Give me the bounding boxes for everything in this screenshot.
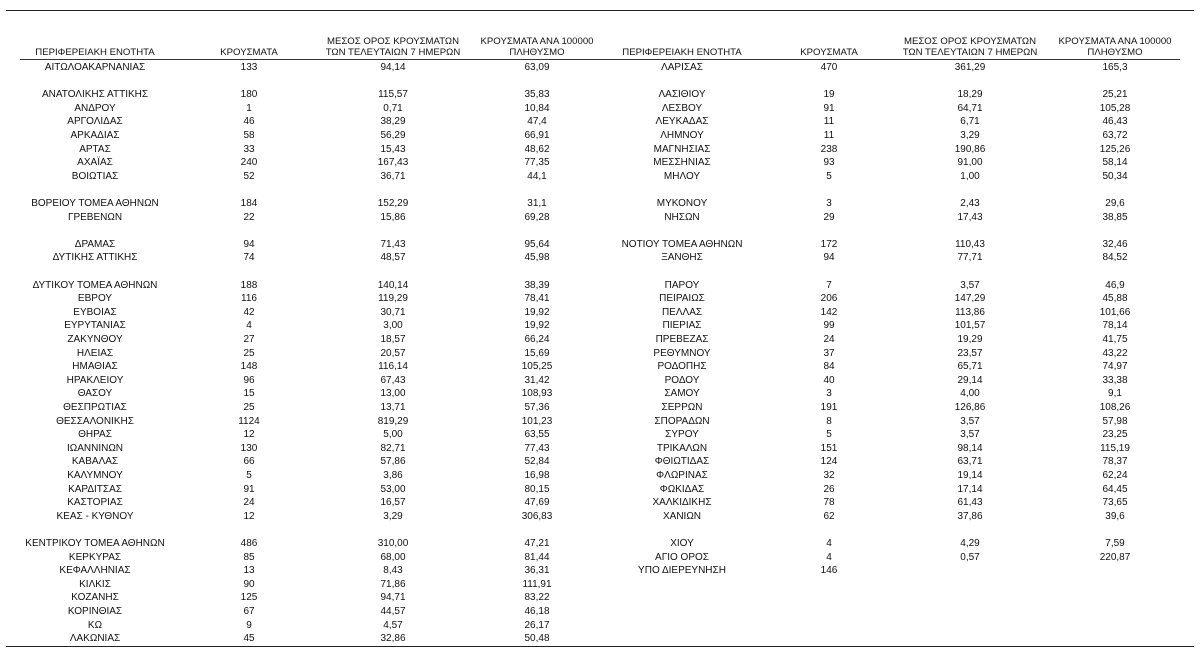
left-avg7-cell: 310,00 (377, 538, 409, 549)
left-cases-cell: 52 (243, 170, 255, 182)
right-per100k-cell: 64,45 (1102, 483, 1128, 495)
right-avg7-cell: 3,29 (960, 130, 980, 141)
left-per100k-cell: 63,55 (524, 429, 550, 441)
right-per100k-cell: 78,37 (1102, 456, 1128, 468)
right-region-cell: ΑΓΙΟ ΟΡΟΣ (655, 551, 709, 563)
left-per100k-cell: 47,69 (524, 497, 550, 509)
right-avg7-cell: 61,43 (957, 497, 983, 509)
right-per100k-cell: 33,38 (1102, 374, 1128, 386)
left-region-cell: ΑΝΑΤΟΛΙΚΗΣ ΑΤΤΙΚΗΣ (41, 89, 149, 101)
header-per100k-right-2: ΠΛΗΘΥΣΜΟ (1087, 47, 1143, 58)
right-cases-cell: 470 (820, 62, 838, 73)
left-per100k-cell: 47,4 (527, 116, 547, 128)
right-cases-cell: 26 (823, 483, 835, 495)
left-per100k-cell: 35,83 (524, 89, 550, 101)
left-region-cell: ΘΕΣΠΡΩΤΙΑΣ (63, 402, 127, 413)
right-avg7-cell: 101,57 (954, 320, 986, 332)
left-per100k-cell: 10,84 (524, 102, 550, 114)
left-per100k-cell: 48,62 (524, 143, 550, 155)
left-cases-cell: 130 (240, 442, 258, 454)
left-avg7-cell: 3,00 (383, 320, 403, 332)
header-per100k-left-1: ΚΡΟΥΣΜΑΤΑ ΑΝΑ 100000 (480, 36, 594, 47)
header-avg7-right-2: ΤΩΝ ΤΕΛΕΥΤΑΙΩΝ 7 ΗΜΕΡΩΝ (902, 47, 1038, 58)
right-avg7-cell: 65,71 (957, 361, 983, 373)
right-per100k-cell: 39,6 (1105, 510, 1125, 522)
right-avg7-cell: 3,57 (960, 415, 980, 427)
right-region-cell: ΣΥΡΟΥ (665, 429, 699, 441)
left-per100k-cell: 44,1 (527, 170, 547, 182)
left-cases-cell: 133 (240, 62, 258, 73)
left-avg7-cell: 115,57 (378, 89, 408, 101)
right-per100k-cell: 57,98 (1102, 415, 1128, 427)
left-cases-cell: 22 (243, 211, 255, 223)
right-per100k-cell: 45,88 (1102, 293, 1128, 305)
right-cases-cell: 29 (823, 211, 835, 223)
left-region-cell: ΗΜΑΘΙΑΣ (72, 361, 118, 373)
right-cases-cell: 62 (823, 510, 835, 522)
right-avg7-cell: 2,43 (960, 198, 980, 209)
left-region-cell: ΔΥΤΙΚΗΣ ΑΤΤΙΚΗΣ (52, 252, 138, 264)
left-cases-cell: 91 (243, 483, 255, 495)
right-per100k-cell: 105,28 (1099, 102, 1131, 114)
left-cases-cell: 12 (243, 429, 255, 441)
left-per100k-cell: 19,92 (524, 320, 550, 332)
right-region-cell: ΡΟΔΟΠΗΣ (657, 361, 707, 373)
left-per100k-cell: 95,64 (524, 238, 550, 250)
left-per100k-cell: 101,23 (521, 415, 553, 427)
left-per100k-cell: 52,84 (524, 456, 550, 468)
left-region-cell: ΚΩ (87, 619, 103, 631)
left-avg7-cell: 140,14 (377, 279, 409, 291)
left-cases-cell: 240 (240, 157, 258, 169)
right-avg7-cell: 4,29 (960, 538, 980, 549)
right-region-cell: ΣΕΡΡΩΝ (661, 402, 703, 413)
right-per100k-cell: 78,14 (1102, 320, 1128, 332)
left-avg7-cell: 15,86 (380, 211, 406, 223)
header-avg7-right-1: ΜΕΣΟΣ ΟΡΟΣ ΚΡΟΥΣΜΑΤΩΝ (903, 36, 1037, 47)
right-region-cell: ΠΡΕΒΕΖΑΣ (655, 334, 709, 345)
left-region-cell: ΑΝΔΡΟΥ (74, 102, 116, 114)
right-region-cell: ΧΑΝΙΩΝ (662, 510, 702, 522)
right-per100k-cell: 63,72 (1102, 130, 1128, 141)
left-cases-cell: 45 (243, 633, 255, 645)
header-per100k-left-2: ΠΛΗΘΥΣΜΟ (509, 47, 565, 58)
right-avg7-cell: 3,57 (960, 429, 980, 441)
right-cases-cell: 151 (820, 442, 838, 454)
left-per100k-cell: 80,15 (524, 483, 550, 495)
right-per100k-cell: 73,65 (1102, 497, 1128, 509)
header-per100k-right-1: ΚΡΟΥΣΜΑΤΑ ΑΝΑ 100000 (1058, 36, 1172, 47)
right-region-cell: ΜΑΓΝΗΣΙΑΣ (653, 143, 711, 155)
left-region-cell: ΗΛΕΙΑΣ (76, 347, 114, 359)
left-per100k-cell: 26,17 (524, 619, 550, 631)
left-cases-cell: 46 (243, 116, 255, 128)
left-avg7-cell: 4,57 (383, 619, 403, 631)
left-cases-cell: 58 (243, 130, 255, 141)
left-per100k-cell: 31,1 (527, 198, 547, 209)
right-cases-cell: 11 (823, 130, 835, 141)
right-cases-cell: 99 (823, 320, 835, 332)
right-cases-cell: 24 (823, 334, 835, 345)
left-cases-cell: 67 (243, 606, 255, 617)
left-cases-cell: 90 (243, 578, 255, 590)
left-region-cell: ΚΕΡΚΥΡΑΣ (68, 551, 122, 563)
left-cases-cell: 4 (246, 320, 252, 332)
left-avg7-cell: 15,43 (380, 143, 406, 155)
right-per100k-cell: 115,19 (1100, 442, 1130, 454)
left-region-cell: ΘΗΡΑΣ (78, 429, 112, 441)
right-cases-cell: 206 (820, 293, 838, 305)
left-per100k-cell: 83,22 (524, 592, 550, 604)
left-per100k-cell: 105,25 (521, 361, 553, 373)
left-avg7-cell: 32,86 (380, 633, 406, 645)
right-cases-cell: 124 (820, 456, 838, 468)
left-per100k-cell: 77,35 (524, 157, 550, 169)
left-per100k-cell: 36,31 (524, 565, 550, 577)
left-region-cell: ΚΑΛΥΜΝΟΥ (67, 470, 123, 481)
left-per100k-cell: 45,98 (524, 252, 550, 264)
left-avg7-cell: 38,29 (380, 116, 406, 128)
left-region-cell: ΘΑΣΟΥ (77, 388, 113, 400)
left-region-cell: ΚΕΦΑΛΛΗΝΙΑΣ (59, 565, 131, 577)
right-cases-cell: 40 (823, 374, 835, 386)
right-region-cell: ΠΕΙΡΑΙΩΣ (659, 293, 705, 305)
header-region-right: ΠΕΡΙΦΕΡΕΙΑΚΗ ΕΝΟΤΗΤΑ (622, 47, 742, 58)
left-region-cell: ΒΟΙΩΤΙΑΣ (71, 170, 119, 182)
left-cases-cell: 5 (246, 470, 252, 481)
left-avg7-cell: 67,43 (380, 374, 406, 386)
right-region-cell: ΜΥΚΟΝΟΥ (656, 198, 708, 209)
right-region-cell: ΝΗΣΩΝ (664, 211, 700, 223)
left-cases-cell: 148 (240, 361, 258, 373)
right-avg7-cell: 19,14 (957, 470, 983, 481)
left-avg7-cell: 3,29 (383, 510, 403, 522)
left-avg7-cell: 16,57 (380, 497, 406, 509)
right-region-cell: ΦΩΚΙΔΑΣ (659, 483, 705, 495)
left-cases-cell: 74 (243, 252, 255, 264)
left-avg7-cell: 82,71 (380, 442, 406, 454)
header-avg7-left-2: ΤΩΝ ΤΕΛΕΥΤΑΙΩΝ 7 ΗΜΕΡΩΝ (325, 47, 461, 58)
right-cases-cell: 191 (820, 402, 838, 413)
left-region-cell: ΑΧΑΪΑΣ (77, 157, 113, 169)
left-cases-cell: 25 (243, 402, 255, 413)
left-per100k-cell: 69,28 (524, 211, 550, 223)
right-cases-cell: 4 (826, 538, 832, 549)
right-region-cell: ΦΛΩΡΙΝΑΣ (656, 470, 708, 481)
right-avg7-cell: 37,86 (957, 510, 983, 522)
left-per100k-cell: 78,41 (524, 293, 550, 305)
left-avg7-cell: 71,86 (380, 578, 406, 590)
right-avg7-cell: 113,86 (955, 306, 985, 318)
right-cases-cell: 94 (823, 252, 835, 264)
right-per100k-cell: 46,43 (1102, 116, 1128, 128)
left-region-cell: ΚΟΖΑΝΗΣ (71, 592, 119, 604)
right-avg7-cell: 18,29 (957, 89, 983, 101)
right-avg7-cell: 19,29 (957, 334, 983, 345)
left-region-cell: ΕΥΒΟΙΑΣ (73, 306, 117, 318)
left-cases-cell: 25 (243, 347, 255, 359)
right-avg7-cell: 98,14 (957, 442, 983, 454)
left-per100k-cell: 66,91 (524, 130, 550, 141)
right-cases-cell: 3 (826, 388, 832, 400)
left-cases-cell: 180 (240, 89, 258, 101)
right-cases-cell: 32 (823, 470, 835, 481)
header-underline (20, 59, 1180, 60)
right-per100k-cell: 23,25 (1102, 429, 1128, 441)
left-avg7-cell: 152,29 (377, 198, 409, 209)
left-per100k-cell: 19,92 (524, 306, 550, 318)
left-avg7-cell: 48,57 (380, 252, 406, 264)
right-cases-cell: 7 (826, 279, 832, 291)
left-cases-cell: 85 (243, 551, 255, 563)
left-avg7-cell: 94,14 (380, 62, 406, 73)
right-per100k-cell: 41,75 (1102, 334, 1128, 345)
left-avg7-cell: 119,29 (378, 293, 408, 305)
right-region-cell: ΤΡΙΚΑΛΩΝ (656, 442, 708, 454)
left-per100k-cell: 47,21 (524, 538, 550, 549)
right-region-cell: ΦΘΙΩΤΙΔΑΣ (654, 456, 710, 468)
left-avg7-cell: 819,29 (377, 415, 409, 427)
left-avg7-cell: 3,86 (383, 470, 403, 481)
left-region-cell: ΚΕΑΣ - ΚΥΘΝΟΥ (56, 510, 134, 522)
right-per100k-cell: 25,21 (1102, 89, 1128, 101)
right-region-cell: ΛΕΣΒΟΥ (661, 102, 703, 114)
right-region-cell: ΧΑΛΚΙΔΙΚΗΣ (652, 497, 712, 509)
header-cases-left: ΚΡΟΥΣΜΑΤΑ (220, 47, 278, 58)
left-per100k-cell: 38,39 (524, 279, 550, 291)
left-region-cell: ΛΑΚΩΝΙΑΣ (69, 633, 121, 645)
right-region-cell: ΠΑΡΟΥ (664, 279, 700, 291)
right-region-cell: ΛΕΥΚΑΔΑΣ (655, 116, 709, 128)
right-per100k-cell: 84,52 (1102, 252, 1128, 264)
left-avg7-cell: 13,00 (380, 388, 406, 400)
left-cases-cell: 42 (243, 306, 255, 318)
left-region-cell: ΚΕΝΤΡΙΚΟΥ ΤΟΜΕΑ ΑΘΗΝΩΝ (25, 538, 165, 549)
left-region-cell: ΔΡΑΜΑΣ (74, 238, 116, 250)
left-per100k-cell: 16,98 (524, 470, 550, 481)
left-cases-cell: 27 (243, 334, 255, 345)
header-avg7-left-1: ΜΕΣΟΣ ΟΡΟΣ ΚΡΟΥΣΜΑΤΩΝ (326, 36, 460, 47)
right-avg7-cell: 126,86 (954, 402, 986, 413)
right-per100k-cell: 9,1 (1108, 388, 1122, 400)
left-cases-cell: 116 (241, 293, 257, 305)
right-avg7-cell: 6,71 (960, 116, 980, 128)
left-cases-cell: 1 (246, 102, 252, 114)
right-per100k-cell: 165,3 (1102, 62, 1128, 73)
left-cases-cell: 66 (243, 456, 255, 468)
right-cases-cell: 84 (823, 361, 835, 373)
right-region-cell: ΡΟΔΟΥ (664, 374, 700, 386)
left-cases-cell: 13 (243, 565, 255, 577)
left-region-cell: ΕΥΡΥΤΑΝΙΑΣ (64, 320, 126, 332)
right-avg7-cell: 3,57 (960, 279, 980, 291)
left-per100k-cell: 77,43 (524, 442, 550, 454)
right-region-cell: ΛΑΡΙΣΑΣ (661, 62, 703, 73)
left-avg7-cell: 57,86 (380, 456, 406, 468)
right-cases-cell: 78 (823, 497, 835, 509)
right-avg7-cell: 17,14 (957, 483, 983, 495)
right-per100k-cell: 220,87 (1099, 551, 1131, 563)
left-region-cell: ΔΥΤΙΚΟΥ ΤΟΜΕΑ ΑΘΗΝΩΝ (32, 279, 158, 291)
right-region-cell: ΜΕΣΣΗΝΙΑΣ (653, 157, 711, 169)
right-per100k-cell: 29,6 (1105, 198, 1125, 209)
left-region-cell: ΖΑΚΥΝΘΟΥ (67, 334, 123, 345)
left-cases-cell: 33 (243, 143, 255, 155)
right-region-cell: ΠΕΛΛΑΣ (661, 306, 703, 318)
left-region-cell: ΘΕΣΣΑΛΟΝΙΚΗΣ (56, 415, 134, 427)
left-avg7-cell: 116,14 (378, 361, 408, 373)
left-per100k-cell: 57,36 (524, 402, 550, 413)
right-region-cell: ΞΑΝΘΗΣ (661, 252, 703, 264)
right-cases-cell: 11 (823, 116, 835, 128)
right-region-cell: ΛΑΣΙΘΙΟΥ (658, 89, 706, 101)
right-cases-cell: 93 (823, 157, 835, 169)
right-per100k-cell: 125,26 (1099, 143, 1131, 155)
right-per100k-cell: 32,46 (1102, 238, 1128, 250)
right-per100k-cell: 101,66 (1099, 306, 1131, 318)
right-region-cell: ΛΗΜΝΟΥ (660, 130, 704, 141)
right-avg7-cell: 361,29 (954, 62, 986, 73)
left-cases-cell: 184 (240, 198, 258, 209)
left-per100k-cell: 50,48 (524, 633, 550, 645)
left-region-cell: ΚΑΡΔΙΤΣΑΣ (68, 483, 122, 495)
left-cases-cell: 9 (246, 619, 252, 631)
left-cases-cell: 1124 (238, 415, 260, 427)
left-region-cell: ΚΑΣΤΟΡΙΑΣ (67, 497, 123, 509)
right-cases-cell: 37 (823, 347, 835, 359)
left-cases-cell: 188 (240, 279, 258, 291)
left-avg7-cell: 5,00 (383, 429, 403, 441)
left-avg7-cell: 44,57 (380, 606, 406, 617)
right-region-cell: ΡΕΘΥΜΝΟΥ (653, 347, 711, 359)
left-per100k-cell: 306,83 (521, 510, 553, 522)
right-cases-cell: 19 (823, 89, 835, 101)
right-cases-cell: 4 (826, 551, 832, 563)
left-region-cell: ΑΡΓΟΛΙΔΑΣ (67, 116, 123, 128)
right-avg7-cell: 190,86 (954, 143, 986, 155)
left-avg7-cell: 8,43 (383, 565, 403, 577)
left-region-cell: ΙΩΑΝΝΙΝΩΝ (66, 442, 124, 454)
right-avg7-cell: 110,43 (955, 238, 985, 250)
left-region-cell: ΚΙΛΚΙΣ (79, 578, 111, 590)
left-avg7-cell: 71,43 (380, 238, 406, 250)
right-per100k-cell: 7,59 (1105, 538, 1125, 549)
left-avg7-cell: 36,71 (380, 170, 406, 182)
right-region-cell: ΠΙΕΡΙΑΣ (662, 320, 702, 332)
left-avg7-cell: 94,71 (380, 592, 406, 604)
right-region-cell: ΧΙΟΥ (670, 538, 694, 549)
left-avg7-cell: 56,29 (380, 130, 406, 141)
left-avg7-cell: 18,57 (380, 334, 406, 345)
left-avg7-cell: 167,43 (377, 157, 409, 169)
left-cases-cell: 486 (240, 538, 258, 549)
right-avg7-cell: 147,29 (954, 293, 986, 305)
right-cases-cell: 91 (823, 102, 835, 114)
left-avg7-cell: 20,57 (380, 347, 406, 359)
right-per100k-cell: 38,85 (1102, 211, 1128, 223)
left-cases-cell: 96 (243, 374, 255, 386)
left-cases-cell: 125 (240, 592, 258, 604)
right-cases-cell: 238 (820, 143, 838, 155)
right-avg7-cell: 1,00 (960, 170, 980, 182)
right-avg7-cell: 0,57 (960, 551, 980, 563)
left-per100k-cell: 63,09 (524, 62, 550, 73)
right-region-cell: ΣΠΟΡΑΔΩΝ (654, 415, 710, 427)
right-avg7-cell: 91,00 (957, 157, 983, 169)
right-per100k-cell: 43,22 (1102, 347, 1128, 359)
right-per100k-cell: 108,26 (1099, 402, 1131, 413)
right-cases-cell: 5 (826, 429, 832, 441)
left-cases-cell: 12 (243, 510, 255, 522)
right-per100k-cell: 74,97 (1102, 361, 1128, 373)
left-region-cell: ΑΡΚΑΔΙΑΣ (70, 130, 120, 141)
left-cases-cell: 94 (243, 238, 255, 250)
right-cases-cell: 3 (826, 198, 832, 209)
right-cases-cell: 8 (826, 415, 832, 427)
right-per100k-cell: 46,9 (1105, 279, 1125, 291)
left-region-cell: ΕΒΡΟΥ (77, 293, 113, 305)
right-per100k-cell: 50,34 (1102, 170, 1128, 182)
left-region-cell: ΑΡΤΑΣ (79, 143, 111, 155)
right-region-cell: ΝΟΤΙΟΥ ΤΟΜΕΑ ΑΘΗΝΩΝ (621, 238, 743, 250)
left-avg7-cell: 53,00 (380, 483, 406, 495)
right-cases-cell: 142 (820, 306, 838, 318)
left-per100k-cell: 66,24 (524, 334, 550, 345)
header-cases-right: ΚΡΟΥΣΜΑΤΑ (800, 47, 858, 58)
right-avg7-cell: 4,00 (960, 388, 980, 400)
left-avg7-cell: 30,71 (380, 306, 406, 318)
header-region-left: ΠΕΡΙΦΕΡΕΙΑΚΗ ΕΝΟΤΗΤΑ (35, 47, 155, 58)
right-per100k-cell: 58,14 (1102, 157, 1128, 169)
left-per100k-cell: 31,42 (524, 374, 550, 386)
right-avg7-cell: 77,71 (957, 252, 983, 264)
left-avg7-cell: 13,71 (380, 402, 406, 413)
right-region-cell: ΣΑΜΟΥ (664, 388, 700, 400)
left-region-cell: ΚΑΒΑΛΑΣ (71, 456, 119, 468)
right-cases-cell: 146 (820, 565, 838, 577)
right-avg7-cell: 17,43 (957, 211, 983, 223)
left-per100k-cell: 81,44 (524, 551, 550, 563)
left-cases-cell: 24 (243, 497, 255, 509)
left-region-cell: ΓΡΕΒΕΝΩΝ (67, 211, 123, 223)
left-avg7-cell: 0,71 (383, 102, 403, 114)
right-avg7-cell: 23,57 (957, 347, 983, 359)
right-cases-cell: 172 (820, 238, 838, 250)
left-per100k-cell: 46,18 (524, 606, 550, 617)
right-avg7-cell: 64,71 (957, 102, 983, 114)
left-per100k-cell: 15,69 (524, 347, 550, 359)
left-avg7-cell: 68,00 (380, 551, 406, 563)
left-region-cell: ΗΡΑΚΛΕΙΟΥ (66, 374, 124, 386)
right-avg7-cell: 63,71 (957, 456, 983, 468)
left-region-cell: ΒΟΡΕΙΟΥ ΤΟΜΕΑ ΑΘΗΝΩΝ (31, 198, 159, 209)
right-per100k-cell: 62,24 (1102, 470, 1128, 481)
right-region-cell: ΥΠΟ ΔΙΕΡΕΥΝΗΣΗ (638, 565, 726, 577)
right-avg7-cell: 29,14 (957, 374, 983, 386)
left-cases-cell: 15 (243, 388, 255, 400)
right-region-cell: ΜΗΛΟΥ (663, 170, 701, 182)
left-region-cell: ΚΟΡΙΝΘΙΑΣ (67, 606, 123, 617)
left-per100k-cell: 108,93 (521, 388, 553, 400)
left-region-cell: ΑΙΤΩΛΟΑΚΑΡΝΑΝΙΑΣ (44, 62, 146, 73)
right-cases-cell: 5 (826, 170, 832, 182)
left-per100k-cell: 111,91 (522, 578, 552, 590)
